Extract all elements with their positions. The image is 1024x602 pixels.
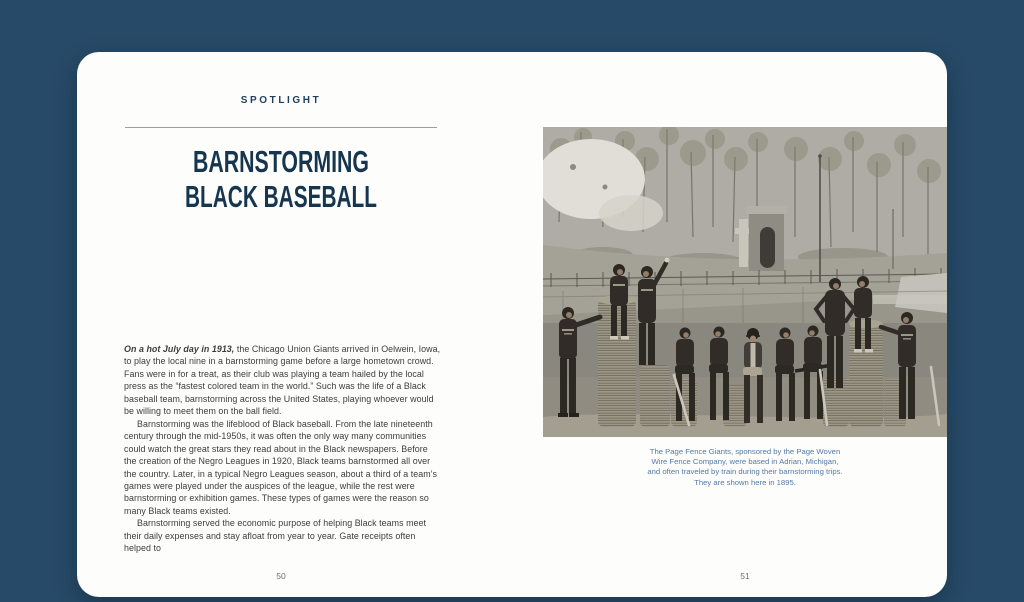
- page-number-left: 50: [276, 571, 286, 581]
- book-spread: [77, 52, 947, 597]
- paragraph-3: Barnstorming served the economic purpose of helping Black teams meet their daily expenses and stay afloat from year to year. Gate receipts often helped to: [124, 518, 427, 554]
- paragraph-1-text: the Chicago Union Giants arrived in Oelwein, Iowa, to play the local nine in a barnstorming game before a large hometown crowd. Fans were in for a treat, as their club was playing a team hailed by the local press as the “fastest colored team in the world.” Such was the life of a Black baseball team, barnstorming across the United States, playing whoever would be willing to meet them on the ball field.: [124, 344, 441, 417]
- paragraph-2: Barnstorming was the lifeblood of Black baseball. From the late nineteenth century through the mid-1950s, it was often the only way many communities could watch the great stars they read about in the Black newspapers. Before the creation of the Negro Leagues in 1920, Black teams barnstormed all over the country. Later, in a typical Negro Leagues season, about a third of a team’s games were played under the auspices of the league, while the rest were barnstorming or exhibition games. These types of games were the reason so many Black teams existed.: [124, 418, 438, 516]
- photo-caption: [543, 447, 947, 488]
- paragraph-1: [124, 343, 441, 418]
- caption-line: and often traveled by train during their barnstorming trips.: [647, 467, 843, 477]
- lead-in-phrase: On a hot July day in 1913,: [124, 344, 235, 354]
- body-copy: [124, 343, 441, 555]
- chapter-title-line1: BARNSTORMING: [193, 144, 369, 179]
- caption-line: They are shown here in 1895.: [694, 477, 796, 487]
- chapter-title: [124, 140, 438, 218]
- photo-tone-overlay: [543, 127, 947, 437]
- team-photo: [543, 127, 947, 437]
- kicker-divider-rule: [125, 127, 437, 128]
- page-number-right: 51: [740, 571, 750, 581]
- caption-line: Wire Fence Company, were based in Adrian, Michigan,: [651, 457, 839, 467]
- section-kicker: SPOTLIGHT: [240, 95, 322, 106]
- caption-line: The Page Fence Giants, sponsored by the Page Woven: [649, 447, 841, 456]
- chapter-title-line2: BLACK BASEBALL: [185, 179, 377, 214]
